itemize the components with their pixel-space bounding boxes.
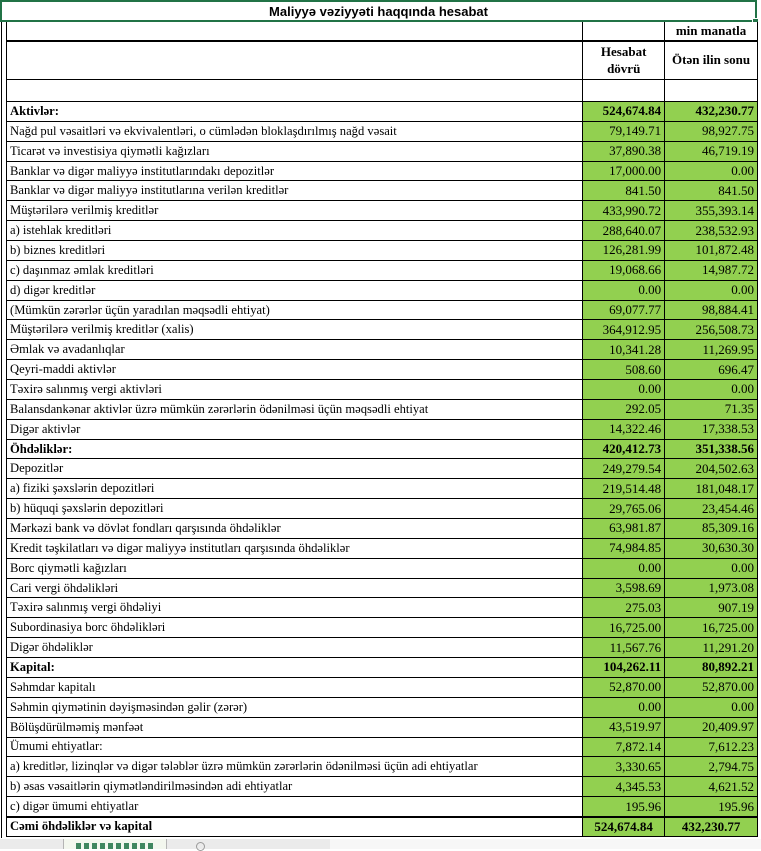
table-row (6, 340, 758, 360)
value-current[interactable]: 104,262.11 (583, 658, 665, 677)
value-previous[interactable]: 351,338.56 (665, 440, 758, 459)
row-label[interactable]: Balansdankənar aktivlər üzrə mümkün zərərlərin ödənilməsi üçün məqsədli ehtiyat (7, 400, 583, 419)
row-label[interactable]: Digər öhdəliklər (7, 638, 583, 657)
value-previous[interactable]: 0.00 (665, 559, 758, 578)
value-previous[interactable]: 23,454.46 (665, 499, 758, 518)
value-previous[interactable]: 181,048.17 (665, 479, 758, 498)
value-current[interactable]: 524,674.84 (583, 818, 665, 836)
value-previous[interactable]: 52,870.00 (665, 678, 758, 697)
value-previous[interactable]: 432,230.77 (665, 818, 758, 836)
empty-cell[interactable] (7, 80, 583, 101)
table-row (6, 162, 758, 182)
row-label[interactable]: Ticarət və investisiya qiymətli kağızları (7, 142, 583, 161)
value-current[interactable]: 74,984.85 (583, 539, 665, 558)
value-previous[interactable]: 4,621.52 (665, 777, 758, 796)
value-previous[interactable]: 256,508.73 (665, 320, 758, 339)
value-previous[interactable]: 0.00 (665, 281, 758, 300)
unit-note-cell[interactable]: min manatla (665, 22, 758, 40)
value-current[interactable]: 29,765.06 (583, 499, 665, 518)
value-previous[interactable]: 841.50 (665, 181, 758, 200)
value-current[interactable]: 7,872.14 (583, 738, 665, 757)
value-current[interactable]: 37,890.38 (583, 142, 665, 161)
table-body (6, 102, 758, 837)
row-label[interactable]: Banklar və digər maliyyə institutlarındakı depozitlər (7, 162, 583, 181)
row-label[interactable]: Mərkəzi bank və dövlət fondları qarşısında öhdəliklər (7, 519, 583, 538)
row-label[interactable]: Subordinasiya borc öhdəlikləri (7, 618, 583, 637)
column-header-row (6, 41, 758, 80)
value-previous[interactable]: 98,927.75 (665, 122, 758, 141)
empty-cell[interactable] (7, 42, 583, 79)
row-label[interactable]: Cəmi öhdəliklər və kapital (7, 818, 583, 836)
new-sheet-button[interactable] (196, 842, 205, 851)
spacer-row (6, 80, 758, 102)
table-row (6, 777, 758, 797)
table-row (6, 718, 758, 738)
value-current[interactable]: 524,674.84 (583, 102, 665, 121)
table-row (6, 459, 758, 479)
value-previous[interactable]: 11,291.20 (665, 638, 758, 657)
table-row (6, 678, 758, 698)
value-current[interactable]: 275.03 (583, 598, 665, 617)
table-row (6, 618, 758, 638)
row-label[interactable]: Müştərilərə verilmiş kreditlər (xalis) (7, 320, 583, 339)
table-row (6, 559, 758, 579)
value-current[interactable]: 4,345.53 (583, 777, 665, 796)
value-current[interactable]: 0.00 (583, 281, 665, 300)
value-previous[interactable]: 98,884.41 (665, 301, 758, 320)
value-previous[interactable]: 11,269.95 (665, 340, 758, 359)
value-previous[interactable]: 2,794.75 (665, 757, 758, 776)
table-row (6, 201, 758, 221)
value-previous[interactable]: 85,309.16 (665, 519, 758, 538)
value-current[interactable]: 63,981.87 (583, 519, 665, 538)
value-current[interactable]: 508.60 (583, 360, 665, 379)
value-previous[interactable]: 71.35 (665, 400, 758, 419)
table-row (6, 122, 758, 142)
table-row (6, 301, 758, 321)
value-previous[interactable]: 17,338.53 (665, 420, 758, 439)
table-row (6, 221, 758, 241)
row-label[interactable]: Aktivlər: (7, 102, 583, 121)
table-row (6, 638, 758, 658)
value-current[interactable]: 10,341.28 (583, 340, 665, 359)
row-label[interactable]: d) digər kreditlər (7, 281, 583, 300)
row-label[interactable]: b) biznes kreditləri (7, 241, 583, 260)
value-previous[interactable]: 20,409.97 (665, 718, 758, 737)
value-previous[interactable]: 0.00 (665, 162, 758, 181)
value-current[interactable]: 364,912.95 (583, 320, 665, 339)
value-current[interactable]: 433,990.72 (583, 201, 665, 220)
sheet-tab-bar (0, 839, 761, 849)
value-current[interactable]: 16,725.00 (583, 618, 665, 637)
empty-cell[interactable] (583, 80, 665, 101)
sheet-bar-light-area (330, 839, 761, 849)
value-current[interactable]: 195.96 (583, 797, 665, 816)
table-row (6, 757, 758, 777)
value-previous[interactable]: 0.00 (665, 698, 758, 717)
page-title: Maliyyə vəziyyəti haqqında hesabat (269, 3, 488, 19)
table-row (6, 598, 758, 618)
table-row (6, 479, 758, 499)
row-label[interactable]: Depozitlər (7, 459, 583, 478)
value-previous[interactable]: 80,892.21 (665, 658, 758, 677)
row-label[interactable]: Kapital: (7, 658, 583, 677)
financial-position-table (6, 22, 758, 837)
table-row (6, 181, 758, 201)
table-row (6, 519, 758, 539)
value-current[interactable]: 3,330.65 (583, 757, 665, 776)
value-previous[interactable]: 696.47 (665, 360, 758, 379)
row-label[interactable]: Səhmdar kapitalı (7, 678, 583, 697)
row-label[interactable]: a) fiziki şəxslərin depozitləri (7, 479, 583, 498)
row-label[interactable]: Cari vergi öhdəlikləri (7, 579, 583, 598)
table-row (6, 738, 758, 758)
table-row (6, 658, 758, 678)
column-header-current[interactable]: Hesabat dövrü (583, 42, 665, 79)
row-label[interactable]: Banklar və digər maliyyə institutlarına verilən kreditlər (7, 181, 583, 200)
value-current[interactable]: 14,322.46 (583, 420, 665, 439)
report-title-cell[interactable] (0, 0, 757, 22)
value-current[interactable]: 219,514.48 (583, 479, 665, 498)
value-current[interactable]: 69,077.77 (583, 301, 665, 320)
value-previous[interactable]: 30,630.30 (665, 539, 758, 558)
table-row (6, 281, 758, 301)
value-current[interactable]: 17,000.00 (583, 162, 665, 181)
column-header-previous[interactable]: Ötən ilin sonu (665, 42, 758, 79)
empty-cell[interactable] (7, 22, 583, 40)
row-label[interactable]: Ümumi ehtiyatlar: (7, 738, 583, 757)
table-row (6, 380, 758, 400)
value-previous[interactable]: 1,973.08 (665, 579, 758, 598)
table-row (6, 102, 758, 122)
value-current[interactable]: 841.50 (583, 181, 665, 200)
table-row (6, 440, 758, 460)
table-row (6, 420, 758, 440)
row-label[interactable]: b) əsas vəsaitlərin qiymətləndirilməsindən adi ehtiyatlar (7, 777, 583, 796)
value-previous[interactable]: 7,612.23 (665, 738, 758, 757)
value-current[interactable]: 79,149.71 (583, 122, 665, 141)
table-row (6, 499, 758, 519)
table-row (6, 579, 758, 599)
value-current[interactable]: 420,412.73 (583, 440, 665, 459)
row-label[interactable]: Müştərilərə verilmiş kreditlər (7, 201, 583, 220)
table-row (6, 797, 758, 817)
row-label[interactable]: Digər aktivlər (7, 420, 583, 439)
value-current[interactable]: 0.00 (583, 380, 665, 399)
value-previous[interactable]: 101,872.48 (665, 241, 758, 260)
left-gridline (1, 22, 2, 838)
empty-cell[interactable] (583, 22, 665, 40)
value-current[interactable]: 0.00 (583, 559, 665, 578)
unit-note-row (6, 22, 758, 41)
table-row (6, 400, 758, 420)
value-current[interactable]: 249,279.54 (583, 459, 665, 478)
table-row (6, 142, 758, 162)
value-current[interactable]: 19,068.66 (583, 261, 665, 280)
row-label[interactable]: a) istehlak kreditləri (7, 221, 583, 240)
table-row (6, 698, 758, 718)
value-previous[interactable]: 204,502.63 (665, 459, 758, 478)
row-label[interactable]: c) digər ümumi ehtiyatlar (7, 797, 583, 816)
table-row (6, 320, 758, 340)
value-previous[interactable]: 195.96 (665, 797, 758, 816)
value-previous[interactable]: 0.00 (665, 380, 758, 399)
row-label[interactable]: Təxirə salınmış vergi öhdəliyi (7, 598, 583, 617)
row-label[interactable]: Borc qiymətli kağızları (7, 559, 583, 578)
row-label[interactable]: Bölüşdürülməmiş mənfəət (7, 718, 583, 737)
value-previous[interactable]: 355,393.14 (665, 201, 758, 220)
row-label[interactable]: Öhdəliklər: (7, 440, 583, 459)
value-current[interactable]: 0.00 (583, 698, 665, 717)
value-previous[interactable]: 432,230.77 (665, 102, 758, 121)
table-row (6, 261, 758, 281)
value-previous[interactable]: 238,532.93 (665, 221, 758, 240)
value-previous[interactable]: 907.19 (665, 598, 758, 617)
row-label[interactable]: Təxirə salınmış vergi aktivləri (7, 380, 583, 399)
value-current[interactable]: 11,567.76 (583, 638, 665, 657)
table-row (6, 241, 758, 261)
table-row (6, 539, 758, 559)
row-label[interactable]: Nağd pul vəsaitləri və ekvivalentləri, o cümlədən bloklaşdırılmış nağd vəsait (7, 122, 583, 141)
value-current[interactable]: 3,598.69 (583, 579, 665, 598)
value-current[interactable]: 52,870.00 (583, 678, 665, 697)
row-label[interactable]: Səhmin qiymətinin dəyişməsindən gəlir (zərər) (7, 698, 583, 717)
value-current[interactable]: 126,281.99 (583, 241, 665, 260)
empty-cell[interactable] (665, 80, 758, 101)
table-row (6, 817, 758, 837)
value-previous[interactable]: 16,725.00 (665, 618, 758, 637)
row-label[interactable]: b) hüquqi şəxslərin depozitləri (7, 499, 583, 518)
value-current[interactable]: 43,519.97 (583, 718, 665, 737)
row-label[interactable]: Əmlak və avadanlıqlar (7, 340, 583, 359)
value-current[interactable]: 292.05 (583, 400, 665, 419)
value-previous[interactable]: 14,987.72 (665, 261, 758, 280)
sheet-tab-label-clipped (76, 843, 156, 849)
row-label[interactable]: a) kreditlər, lizinqlər və digər tələblər üzrə mümkün zərərlərin ödənilməsi üçün adi ehtiyatlar (7, 757, 583, 776)
row-label[interactable]: (Mümkün zərərlər üçün yaradılan məqsədli ehtiyat) (7, 301, 583, 320)
row-label[interactable]: c) daşınmaz əmlak kreditləri (7, 261, 583, 280)
row-label[interactable]: Kredit təşkilatları və digər maliyyə institutları qarşısında öhdəliklər (7, 539, 583, 558)
value-current[interactable]: 288,640.07 (583, 221, 665, 240)
table-row (6, 360, 758, 380)
active-sheet-tab[interactable] (63, 839, 167, 849)
row-label[interactable]: Qeyri-maddi aktivlər (7, 360, 583, 379)
value-previous[interactable]: 46,719.19 (665, 142, 758, 161)
